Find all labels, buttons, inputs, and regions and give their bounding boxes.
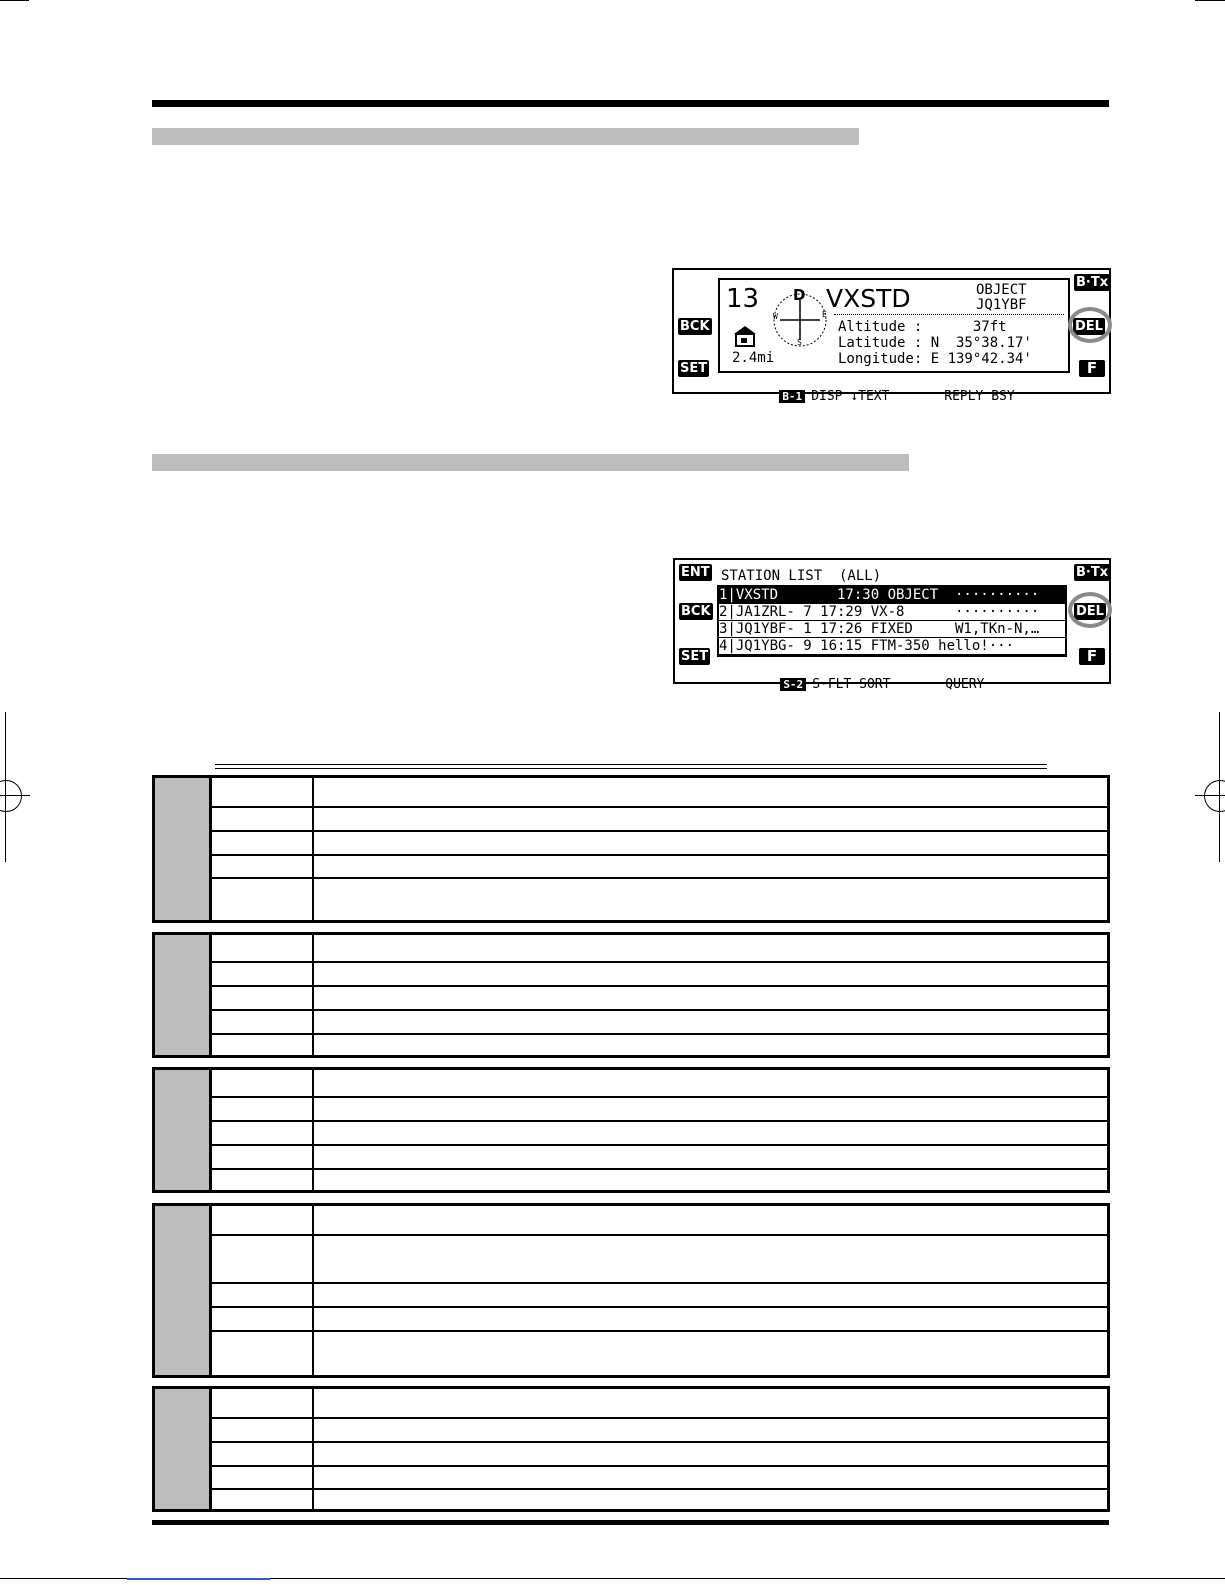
station-list-row[interactable]: 4|JQ1YBG- 9 16:15 FTM-350 hello!··· bbox=[719, 638, 1065, 655]
page-trim-accent bbox=[127, 1578, 270, 1580]
del-highlight-ring bbox=[1068, 592, 1112, 628]
screen2-menu-bar bbox=[749, 662, 984, 707]
row-divider bbox=[212, 961, 1107, 963]
row-divider bbox=[212, 1009, 1107, 1011]
registration-circle bbox=[1204, 780, 1225, 812]
station-callsign: VXSTD bbox=[826, 284, 911, 313]
footer-rule bbox=[152, 1520, 1109, 1525]
screen1-menu-bar bbox=[748, 374, 1015, 419]
row-divider bbox=[212, 806, 1107, 808]
station-list bbox=[717, 585, 1067, 657]
table-group bbox=[152, 1203, 1110, 1378]
crop-mark bbox=[1195, 0, 1225, 1]
row-divider bbox=[212, 1234, 1107, 1236]
row-divider bbox=[212, 1330, 1107, 1332]
row-divider bbox=[212, 1096, 1107, 1098]
channel-number: 13 bbox=[726, 284, 760, 314]
set-softkey[interactable]: SET bbox=[680, 361, 708, 376]
del-softkey[interactable]: DEL bbox=[1076, 604, 1104, 619]
station-list-row[interactable]: 2|JA1ZRL- 7 17:29 VX-8 ·········· bbox=[719, 604, 1065, 621]
row-divider bbox=[212, 1120, 1107, 1122]
group-side-cell bbox=[155, 1070, 212, 1190]
row-divider bbox=[212, 1033, 1107, 1035]
lcd-station-detail bbox=[672, 268, 1111, 404]
group-side-cell bbox=[155, 1206, 212, 1375]
row-divider bbox=[212, 877, 1107, 879]
function-softkey[interactable]: F bbox=[1079, 648, 1105, 665]
row-divider bbox=[212, 1306, 1107, 1308]
row-divider bbox=[212, 1465, 1107, 1467]
compass-south-label: S bbox=[797, 338, 802, 347]
menu-items[interactable]: DISP ↓TEXT REPLY BSY bbox=[811, 389, 1015, 404]
set-softkey[interactable]: SET bbox=[681, 649, 709, 664]
row-divider bbox=[212, 1488, 1107, 1490]
btx-softkey[interactable]: B·Tx bbox=[1076, 275, 1109, 290]
row-divider bbox=[212, 1282, 1107, 1284]
group-side-cell bbox=[155, 1389, 212, 1509]
group-side-cell bbox=[155, 935, 212, 1055]
compass-west-label: W bbox=[773, 312, 778, 321]
column-divider bbox=[312, 935, 314, 1055]
column-divider bbox=[312, 1206, 314, 1375]
altitude-line: Altitude : 37ft bbox=[838, 319, 1007, 335]
longitude-line: Longitude: E 139°42.34' bbox=[838, 351, 1032, 367]
menu-page-tag: S-2 bbox=[780, 678, 806, 691]
column-divider bbox=[312, 778, 314, 920]
registration-circle bbox=[0, 780, 22, 812]
menu-page-tag: B-1 bbox=[779, 390, 805, 403]
compass-east-label: E bbox=[822, 310, 827, 319]
station-list-row[interactable]: 3|JQ1YBF- 1 17:26 FIXED W1,TKn-N,… bbox=[719, 621, 1065, 638]
row-divider bbox=[212, 1417, 1107, 1419]
del-highlight-ring bbox=[1068, 307, 1112, 343]
btx-softkey[interactable]: B·Tx bbox=[1076, 565, 1109, 580]
row-divider bbox=[212, 1144, 1107, 1146]
del-softkey[interactable]: DEL bbox=[1075, 319, 1103, 334]
bck-softkey[interactable]: BCK bbox=[681, 604, 711, 619]
column-divider bbox=[312, 1389, 314, 1509]
section-heading-bar bbox=[152, 454, 909, 471]
ent-softkey[interactable]: ENT bbox=[681, 565, 710, 580]
latitude-line: Latitude : N 35°38.17' bbox=[838, 335, 1032, 351]
table-group bbox=[152, 775, 1110, 923]
lcd-station-list bbox=[673, 558, 1111, 692]
station-owner: JQ1YBF bbox=[976, 297, 1027, 313]
row-divider bbox=[212, 854, 1107, 856]
row-divider bbox=[212, 1168, 1107, 1170]
distance-readout: 2.4mi bbox=[732, 350, 775, 366]
menu-items[interactable]: S·FLT SORT QUERY bbox=[812, 677, 985, 692]
table-group bbox=[152, 1067, 1110, 1193]
function-softkey[interactable]: F bbox=[1079, 360, 1105, 377]
row-divider bbox=[212, 1441, 1107, 1443]
crop-mark bbox=[0, 0, 29, 1]
compass-icon bbox=[770, 286, 830, 350]
table-title-rule bbox=[215, 764, 1047, 769]
station-list-row[interactable]: 1|VXSTD 17:30 OBJECT ·········· bbox=[719, 587, 1065, 604]
group-side-cell bbox=[155, 778, 212, 920]
table-group bbox=[152, 1386, 1110, 1512]
compass-north-mark: D bbox=[793, 286, 806, 304]
column-divider bbox=[312, 1070, 314, 1190]
station-list-title: STATION LIST (ALL) bbox=[721, 568, 882, 584]
header-rule bbox=[152, 100, 1109, 107]
detail-divider bbox=[834, 314, 1064, 315]
station-type: OBJECT bbox=[976, 282, 1027, 298]
house-icon bbox=[732, 325, 758, 347]
section-heading-bar bbox=[152, 128, 859, 145]
bck-softkey[interactable]: BCK bbox=[680, 319, 710, 334]
row-divider bbox=[212, 830, 1107, 832]
table-group bbox=[152, 932, 1110, 1058]
row-divider bbox=[212, 985, 1107, 987]
